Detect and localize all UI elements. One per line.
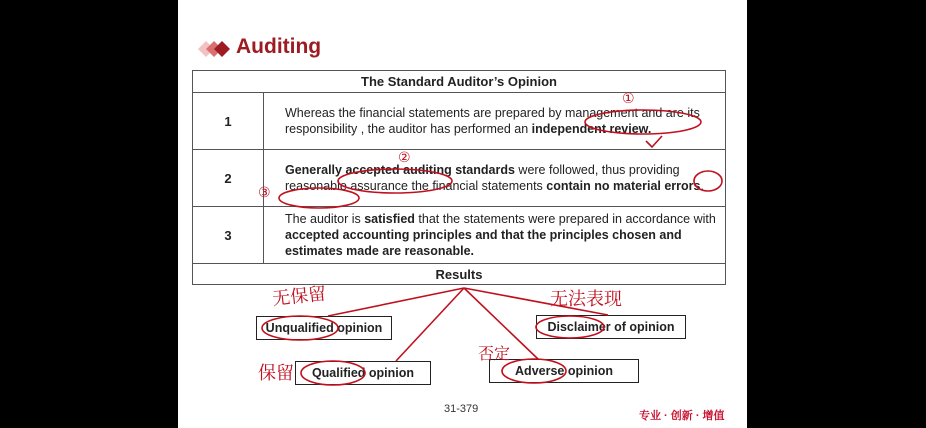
auditor-opinion-table [192,70,726,285]
page-number: 31-379 [444,403,479,415]
table-row [193,207,726,264]
row-text-bold: Generally accepted auditing standards [285,163,515,177]
row-text-plain: . [700,179,704,193]
row-text-plain: that the statements were prepared in accordance with [414,212,716,226]
row-text-bold: satisfied [364,212,415,226]
row-text [264,150,726,207]
row-number: 1 [193,93,264,150]
note-circled-3: ③ [258,185,271,201]
results-label: Results [193,264,726,285]
footer-slogan: 专业 · 创新 · 增值 [639,410,725,422]
arrow-to-adverse [464,288,538,359]
note-wubaoliu: 无保留 [271,283,328,310]
note-wufabiaoxian: 无法表现 [550,289,622,310]
unqualified-opinion-box: Unqualified opinion [256,316,392,340]
adverse-opinion-box: Adverse opinion [489,359,639,383]
table-row [193,150,726,207]
arrow-to-qualified [396,288,464,361]
disclaimer-opinion-box: Disclaimer of opinion [536,315,686,339]
row-text [264,93,726,150]
table-header: The Standard Auditor’s Opinion [193,71,726,93]
title-logo-icon [192,37,234,61]
row-text-bold: accepted accounting principles and that the principles chosen and estimates made are reasonable. [285,228,682,258]
slide-title: Auditing [236,35,322,58]
table-row [193,93,726,150]
note-circled-1: ① [622,91,635,107]
qualified-opinion-box: Qualified opinion [295,361,431,385]
row-text-bold: independent review. [531,122,652,136]
note-fouding: 否定 [478,344,511,363]
note-baoliu: 保留 [258,363,294,384]
row-text-bold: contain no material errors [546,179,701,193]
row-number: 3 [193,207,264,264]
note-circled-2: ② [398,150,411,166]
slide [178,0,747,428]
row-text [264,207,726,264]
arrow-to-disclaimer [464,288,608,315]
row-text-plain: Whereas the financial statements are prepared by management and are its responsibility , the auditor has performed an [285,106,700,136]
arrow-to-unqualified [328,288,464,316]
row-text-plain: were followed, thus providing reasonable assurance the financial statements [285,163,680,193]
row-text-plain: The auditor is [285,212,365,226]
row-number: 2 [193,150,264,207]
